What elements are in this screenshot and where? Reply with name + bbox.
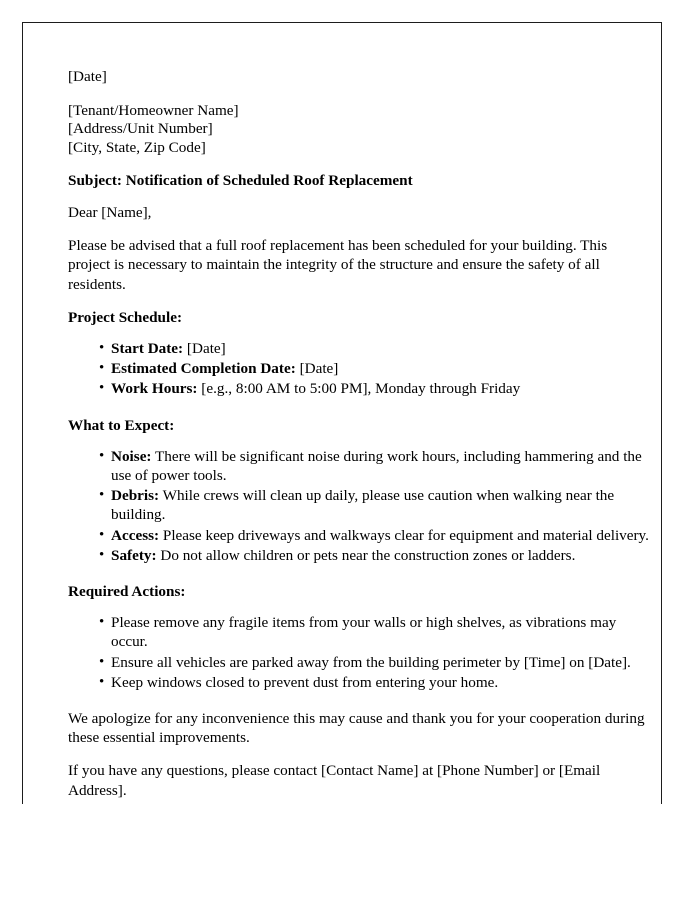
list-item [111, 613, 651, 651]
recipient-address-block [68, 102, 651, 157]
contact-paragraph: If you have any questions, please contact [Contact Name] at [Phone Number] or [Email Address]. [68, 762, 601, 799]
list-item-text: Ensure all vehicles are parked away from the building perimeter by [Time] on [Date]. [111, 653, 631, 671]
list-item-label: Start Date: [111, 340, 184, 358]
subject-line: Subject: Notification of Scheduled Roof Replacement [68, 171, 413, 189]
list-item-label: Access: [111, 526, 160, 544]
intro-paragraph: Please be advised that a full roof replacement has been scheduled for your building. This project is necessary to maintain the integrity of the structure and ensure the safety of all residents. [68, 237, 608, 293]
list-item [111, 526, 651, 545]
closing-paragraph: We apologize for any inconvenience this may cause and thank you for your cooperation during these essential improvements. [68, 710, 645, 747]
date-line: [Date] [68, 68, 107, 85]
list-item-text: [e.g., 8:00 AM to 5:00 PM], Monday through Friday [197, 380, 521, 398]
section-heading-what-to-expect: What to Expect: [68, 416, 175, 434]
list-project-schedule [68, 339, 651, 399]
list-item-label: Estimated Completion Date: [111, 360, 296, 378]
list-item [111, 447, 651, 485]
list-item-label: Noise: [111, 447, 152, 465]
list-item [111, 653, 651, 672]
list-item-text: [Date] [183, 340, 226, 358]
list-what-to-expect [68, 447, 651, 565]
list-item [111, 379, 651, 398]
salutation-line: Dear [Name], [68, 204, 152, 222]
list-item [111, 339, 651, 358]
list-item-text: While crews will clean up daily, please use caution when walking near the building. [111, 487, 615, 524]
list-item-text: Keep windows closed to prevent dust from entering your home. [111, 673, 499, 691]
list-item-text: Please remove any fragile items from your walls or high shelves, as vibrations may occur. [111, 614, 617, 651]
list-item [111, 673, 651, 692]
letter-body [68, 67, 651, 814]
section-heading-required-actions: Required Actions: [68, 583, 186, 601]
list-item-text: There will be significant noise during work hours, including hammering and the use of power tools. [111, 447, 642, 485]
recipient-city-state-zip-line: [City, State, Zip Code] [68, 138, 206, 156]
list-item-label: Work Hours: [111, 380, 198, 398]
section-heading-project-schedule: Project Schedule: [68, 308, 183, 326]
list-required-actions [68, 613, 651, 692]
list-item [111, 359, 651, 378]
recipient-address-line: [Address/Unit Number] [68, 120, 213, 138]
list-item [111, 546, 651, 565]
list-item-text: Do not allow children or pets near the construction zones or ladders. [156, 546, 576, 564]
list-item-label: Debris: [111, 487, 160, 505]
list-item-text: Please keep driveways and walkways clear for equipment and material delivery. [159, 526, 649, 544]
list-item [111, 486, 651, 524]
recipient-name-line: [Tenant/Homeowner Name] [68, 102, 239, 120]
document-page-frame [22, 22, 662, 804]
list-item-label: Safety: [111, 546, 157, 564]
list-item-text: [Date] [295, 360, 339, 378]
